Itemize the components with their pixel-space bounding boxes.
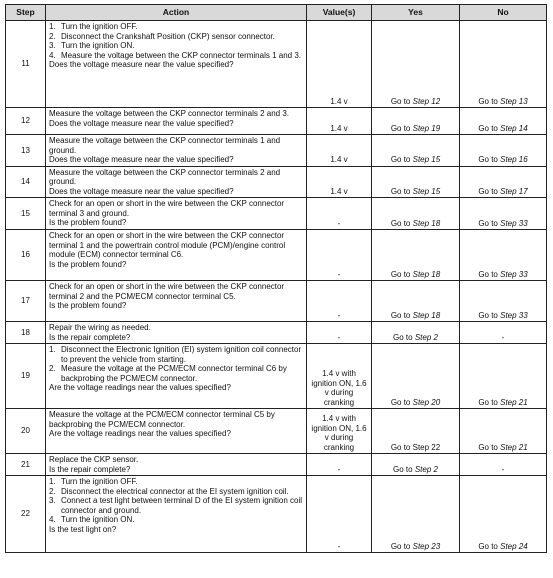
table-row xyxy=(6,454,547,476)
action-item-number: 1. xyxy=(49,22,56,31)
action-question: Does the voltage measure near the value specified? xyxy=(49,186,234,196)
step-number: 19 xyxy=(6,344,46,409)
action-item-number: 2. xyxy=(49,486,56,496)
value-cell: 1.4 v with ignition ON, 1.6 v during cranking xyxy=(307,344,372,409)
yes-go-to-text: Go to xyxy=(390,155,413,164)
action-item-text: Turn the ignition ON. xyxy=(61,515,135,524)
no-step-link: - xyxy=(501,464,505,474)
action-question: Are the voltage readings near the values specified? xyxy=(49,429,231,438)
yes-step-link[interactable]: Step 19 xyxy=(412,123,441,133)
yes-step-link[interactable]: Step 2 xyxy=(414,332,438,342)
yes-step-link[interactable]: Step 23 xyxy=(412,541,441,551)
value-cell: 1.4 v xyxy=(307,108,372,135)
yes-go-to-text: Go to xyxy=(390,397,413,407)
action-item-text: Turn the ignition ON. xyxy=(61,41,135,50)
action-cell xyxy=(46,281,307,322)
value-cell: - xyxy=(307,322,372,344)
no-go-to-text: Go to xyxy=(478,541,501,551)
header-yes: Yes xyxy=(372,5,460,21)
table-body xyxy=(6,21,547,553)
step-number: 17 xyxy=(6,281,46,322)
header-values: Value(s) xyxy=(307,5,372,21)
action-question: Does the voltage measure near the value specified? xyxy=(49,60,234,69)
yes-cell xyxy=(372,166,460,198)
action-cell xyxy=(46,454,307,476)
no-cell xyxy=(460,198,547,230)
yes-cell xyxy=(372,281,460,322)
yes-step-link[interactable]: Step 15 xyxy=(412,155,441,164)
yes-cell xyxy=(372,198,460,230)
action-question: Is the repair complete? xyxy=(49,332,131,342)
yes-go-to-text: Go to xyxy=(390,310,413,320)
no-cell xyxy=(460,230,547,281)
yes-go-to-text: Go to xyxy=(390,186,413,196)
value-cell: 1.4 v xyxy=(307,135,372,167)
action-item-text: Turn the ignition OFF. xyxy=(61,22,138,31)
table-row xyxy=(6,322,547,344)
no-cell xyxy=(460,476,547,553)
action-item-text: Disconnect the Electronic Ignition (EI) system ignition coil connector to prevent the vehicle from starting. xyxy=(61,345,302,364)
yes-step-link[interactable]: Step 18 xyxy=(412,310,441,320)
action-cell xyxy=(46,135,307,167)
no-step-link[interactable]: Step 21 xyxy=(500,397,528,407)
value-cell: 1.4 v xyxy=(307,21,372,108)
action-text: Measure the voltage between the CKP connector terminals 1 and ground. xyxy=(49,136,281,155)
value-cell: 1.4 v with ignition ON, 1.6 v during cranking xyxy=(307,409,372,454)
header-action: Action xyxy=(46,5,307,21)
no-step-link[interactable]: Step 33 xyxy=(500,269,528,279)
action-cell xyxy=(46,344,307,409)
step-number: 22 xyxy=(6,476,46,553)
action-cell xyxy=(46,409,307,454)
no-cell xyxy=(460,322,547,344)
action-text: Measure the voltage at the PCM/ECM connector terminal C5 by backprobing the PCM/ECM connector. xyxy=(49,410,275,429)
action-item xyxy=(49,515,303,525)
yes-go-to-text: Go to xyxy=(390,218,413,228)
yes-step-link[interactable]: Step 20 xyxy=(412,397,441,407)
yes-step-link[interactable]: Step 2 xyxy=(414,464,438,474)
table-row xyxy=(6,344,547,409)
step-number: 15 xyxy=(6,198,46,230)
value-cell: - xyxy=(307,230,372,281)
yes-go-to-text: Go to xyxy=(393,332,415,342)
action-item-text: Connect a test light between terminal D of the EI system ignition coil connector and ground. xyxy=(61,496,303,515)
action-item-text: Measure the voltage between the CKP connector terminals 1 and 3. xyxy=(61,50,301,60)
value-cell: - xyxy=(307,454,372,476)
action-item xyxy=(49,364,303,383)
table-row xyxy=(6,108,547,135)
header-row xyxy=(6,5,547,21)
no-cell xyxy=(460,454,547,476)
action-item xyxy=(49,345,303,364)
action-text: Check for an open or short in the wire between the CKP connector terminal 2 and the PCM/ECM connector terminal C5. xyxy=(49,282,285,301)
yes-go-to-text: Go to xyxy=(390,96,413,106)
no-go-to-text: Go to xyxy=(478,96,501,106)
yes-go-to-text: Go to xyxy=(390,269,413,279)
yes-cell xyxy=(372,322,460,344)
header-step: Step xyxy=(6,5,46,21)
diagnostic-table xyxy=(5,4,547,553)
yes-go-to-text: Go to xyxy=(390,123,413,133)
table-row xyxy=(6,21,547,108)
action-cell xyxy=(46,230,307,281)
yes-step-link[interactable]: Step 15 xyxy=(412,186,441,196)
no-go-to-text: Go to xyxy=(478,269,501,279)
step-number: 14 xyxy=(6,166,46,198)
yes-cell xyxy=(372,454,460,476)
no-cell xyxy=(460,344,547,409)
no-cell xyxy=(460,21,547,108)
value-cell: 1.4 v xyxy=(307,166,372,198)
yes-cell xyxy=(372,344,460,409)
action-cell xyxy=(46,322,307,344)
no-step-link[interactable]: Step 33 xyxy=(500,310,528,320)
action-item xyxy=(49,477,303,487)
no-step-link[interactable]: Step 17 xyxy=(500,186,528,196)
action-question: Is the test light on? xyxy=(49,524,117,534)
header-no: No xyxy=(460,5,547,21)
action-question: Are the voltage readings near the values specified? xyxy=(49,383,231,392)
yes-cell xyxy=(372,21,460,108)
yes-go-to-text: Go to xyxy=(390,541,413,551)
step-number: 21 xyxy=(6,454,46,476)
action-question: Is the problem found? xyxy=(49,259,127,269)
table-row xyxy=(6,281,547,322)
step-number: 13 xyxy=(6,135,46,167)
no-step-link[interactable]: Step 13 xyxy=(500,96,528,106)
action-item xyxy=(49,496,303,515)
no-cell xyxy=(460,281,547,322)
action-question: Is the problem found? xyxy=(49,218,127,227)
action-text: Repair the wiring as needed. xyxy=(49,323,151,332)
action-question: Does the voltage measure near the value specified? xyxy=(49,155,234,164)
yes-step-link[interactable]: Step 18 xyxy=(412,218,441,228)
diagnostic-table-container xyxy=(5,4,546,553)
action-item xyxy=(49,22,303,32)
no-step-link[interactable]: Step 21 xyxy=(500,442,528,452)
no-go-to-text: Go to xyxy=(478,397,501,407)
action-item xyxy=(49,51,303,61)
action-question: Is the problem found? xyxy=(49,301,127,310)
action-item-number: 1. xyxy=(49,345,56,354)
action-question: Is the repair complete? xyxy=(49,464,131,474)
yes-cell xyxy=(372,135,460,167)
action-item-text: Turn the ignition OFF. xyxy=(61,477,138,486)
no-go-to-text: Go to xyxy=(478,186,501,196)
no-go-to-text: Go to xyxy=(478,442,501,452)
action-item xyxy=(49,487,303,497)
no-step-link[interactable]: Step 24 xyxy=(500,541,528,551)
action-item-number: 2. xyxy=(49,364,56,373)
yes-cell xyxy=(372,409,460,454)
action-cell xyxy=(46,476,307,553)
action-item-number: 4. xyxy=(49,50,56,60)
yes-step-link[interactable]: Step 12 xyxy=(412,96,441,106)
action-item xyxy=(49,41,303,51)
action-item-text: Measure the voltage at the PCM/ECM connector terminal C6 by backprobing the PCM/ECM connector. xyxy=(61,364,287,383)
action-item-number: 3. xyxy=(49,496,56,505)
action-text: Check for an open or short in the wire between the CKP connector terminal 3 and ground. xyxy=(49,199,285,218)
table-row xyxy=(6,166,547,198)
no-step-link[interactable]: Step 16 xyxy=(500,155,528,164)
no-cell xyxy=(460,108,547,135)
action-text: Replace the CKP sensor. xyxy=(49,455,139,464)
action-question: Does the voltage measure near the value specified? xyxy=(49,118,234,128)
action-cell xyxy=(46,198,307,230)
no-go-to-text: Go to xyxy=(478,218,501,228)
yes-cell xyxy=(372,108,460,135)
action-text: Measure the voltage between the CKP connector terminals 2 and 3. xyxy=(49,109,289,118)
action-item-text: Disconnect the Crankshaft Position (CKP) sensor connector. xyxy=(61,31,275,41)
no-cell xyxy=(460,135,547,167)
action-text: Check for an open or short in the wire between the CKP connector terminal 1 and the powertrain control module (PCM)/engine control module (ECM) connector terminal C6. xyxy=(49,231,286,259)
step-number: 12 xyxy=(6,108,46,135)
no-cell xyxy=(460,166,547,198)
value-cell: - xyxy=(307,281,372,322)
step-number: 18 xyxy=(6,322,46,344)
no-go-to-text: Go to xyxy=(478,123,501,133)
action-cell xyxy=(46,21,307,108)
table-row xyxy=(6,409,547,454)
table-row xyxy=(6,476,547,553)
no-step-link: - xyxy=(501,332,505,342)
yes-step-link[interactable]: Step 18 xyxy=(412,269,441,279)
yes-cell xyxy=(372,230,460,281)
step-number: 20 xyxy=(6,409,46,454)
no-go-to-text: Go to xyxy=(478,155,501,164)
yes-go-to-text: Go to Step 22 xyxy=(390,442,441,452)
table-row xyxy=(6,230,547,281)
action-text: Measure the voltage between the CKP connector terminals 2 and ground. xyxy=(49,167,281,186)
action-item-number: 1. xyxy=(49,477,56,486)
value-cell: - xyxy=(307,198,372,230)
no-go-to-text: Go to xyxy=(478,310,501,320)
no-cell xyxy=(460,409,547,454)
no-step-link[interactable]: Step 33 xyxy=(500,218,528,228)
action-cell xyxy=(46,166,307,198)
table-row xyxy=(6,198,547,230)
yes-cell xyxy=(372,476,460,553)
table-row xyxy=(6,135,547,167)
action-item-number: 3. xyxy=(49,41,56,50)
action-item-number: 2. xyxy=(49,31,56,41)
action-item-text: Disconnect the electrical connector at the EI system ignition coil. xyxy=(61,486,289,496)
action-item-number: 4. xyxy=(49,515,56,524)
value-cell: - xyxy=(307,476,372,553)
step-number: 16 xyxy=(6,230,46,281)
action-cell xyxy=(46,108,307,135)
action-item xyxy=(49,32,303,42)
no-step-link[interactable]: Step 14 xyxy=(500,123,528,133)
yes-go-to-text: Go to xyxy=(393,464,415,474)
step-number: 11 xyxy=(6,21,46,108)
